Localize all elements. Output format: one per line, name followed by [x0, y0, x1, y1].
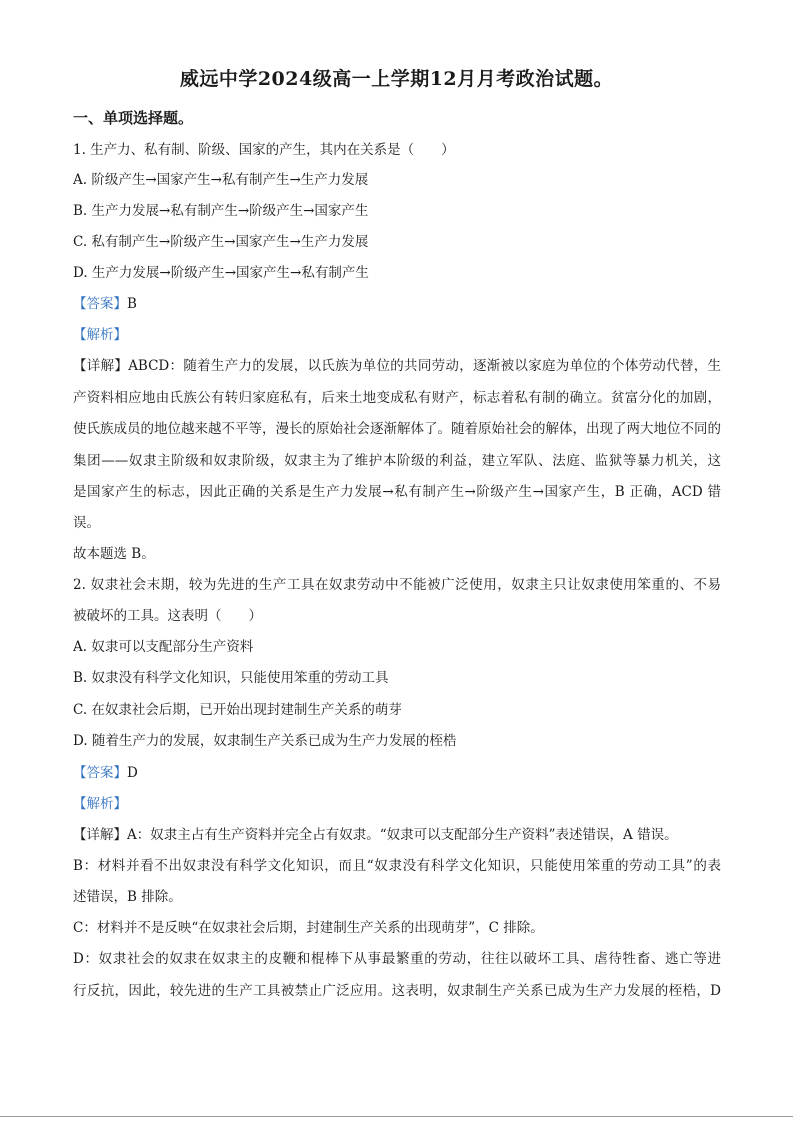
page-title: 威远中学2024级高一上学期12月月考政治试题。 — [179, 68, 614, 90]
question-1-detail-line-3: 使氏族成员的地位越来越不平等，漫长的原始社会逐渐解体了。随着原始社会的解体，出现了两大地位不同的 — [73, 421, 721, 437]
answer-label: 【答案】 — [73, 296, 127, 312]
question-1-detail-line-1 — [73, 356, 721, 376]
question-2-detail-line-4: C：材料并不是反映“在奴隶社会后期，封建制生产关系的出现萌芽”，C 排除。 — [73, 920, 544, 936]
question-1-detail-line-6: 误。 — [73, 515, 100, 531]
detail-label: 【详解】 — [73, 827, 127, 843]
question-2-detail-line-2: B：材料并看不出奴隶没有科学文化知识，而且“奴隶没有科学文化知识，只能使用笨重的劳动工具”的表 — [73, 858, 721, 874]
section-heading: 一、单项选择题。 — [73, 109, 194, 127]
question-1-option-b: B. 生产力发展→私有制产生→阶级产生→国家产生 — [73, 203, 369, 219]
question-2-answer — [73, 763, 721, 783]
question-2-stem-line-1: 2. 奴隶社会末期，较为先进的生产工具在奴隶劳动中不能被广泛使用，奴隶主只让奴隶使用笨重的、不易 — [73, 577, 721, 593]
question-1-analysis-label — [73, 325, 721, 345]
answer-value: D — [127, 765, 138, 781]
question-1-stem: 1. 生产力、私有制、阶级、国家的产生，其内在关系是（ ） — [73, 142, 455, 158]
analysis-label: 【解析】 — [73, 796, 127, 812]
answer-label: 【答案】 — [73, 765, 127, 781]
detail-text: ABCD：随着生产力的发展，以氏族为单位的共同劳动，逐渐被以家庭为单位的个体劳动代替，生 — [128, 358, 721, 374]
question-1-option-d: D. 生产力发展→阶级产生→国家产生→私有制产生 — [73, 265, 369, 281]
question-2-detail-line-6: 行反抗，因此，较先进的生产工具被禁止广泛应用。这表明，奴隶制生产关系已成为生产力发展的桎梏，D — [73, 983, 721, 999]
question-1-conclusion: 故本题选 B。 — [73, 546, 155, 562]
question-2-analysis-label — [73, 794, 721, 814]
question-2-detail-line-5: D：奴隶社会的奴隶在奴隶主的皮鞭和棍棒下从事最繁重的劳动，往往以破坏工具、虐待牲畜、逃亡等进 — [73, 951, 721, 967]
question-2-option-c: C. 在奴隶社会后期，已开始出现封建制生产关系的萌芽 — [73, 702, 402, 718]
question-1-detail-line-4: 集团——奴隶主阶级和奴隶阶级，奴隶主为了维护本阶级的利益，建立军队、法庭、监狱等暴力机关，这 — [73, 453, 721, 469]
detail-text: A：奴隶主占有生产资料并完全占有奴隶。“奴隶可以支配部分生产资料”表述错误，A 错误。 — [127, 827, 678, 843]
analysis-label: 【解析】 — [73, 327, 127, 343]
question-1-detail-line-2: 产资料相应地由氏族公有转归家庭私有，后来土地变成私有财产，标志着私有制的确立。贫富分化的加剧， — [73, 390, 721, 406]
question-2-option-a: A. 奴隶可以支配部分生产资料 — [73, 639, 254, 655]
question-1-option-a: A. 阶级产生→国家产生→私有制产生→生产力发展 — [73, 172, 369, 188]
question-2-detail-line-1 — [73, 825, 721, 845]
question-1-option-c: C. 私有制产生→阶级产生→国家产生→生产力发展 — [73, 234, 369, 250]
question-2-option-d: D. 随着生产力的发展，奴隶制生产关系已成为生产力发展的桎梏 — [73, 733, 457, 749]
question-2-stem-line-2: 被破坏的工具。这表明（ ） — [73, 608, 262, 624]
question-1-detail-line-5: 是国家产生的标志，因此正确的关系是生产力发展→私有制产生→阶级产生→国家产生，B 正确，ACD 错 — [73, 484, 721, 500]
answer-value: B — [127, 296, 137, 312]
detail-label: 【详解】 — [73, 358, 129, 374]
question-1-answer — [73, 294, 721, 314]
question-2-detail-line-3: 述错误，B 排除。 — [73, 889, 182, 905]
page-bottom-rule — [0, 1116, 793, 1117]
question-2-option-b: B. 奴隶没有科学文化知识，只能使用笨重的劳动工具 — [73, 670, 389, 686]
